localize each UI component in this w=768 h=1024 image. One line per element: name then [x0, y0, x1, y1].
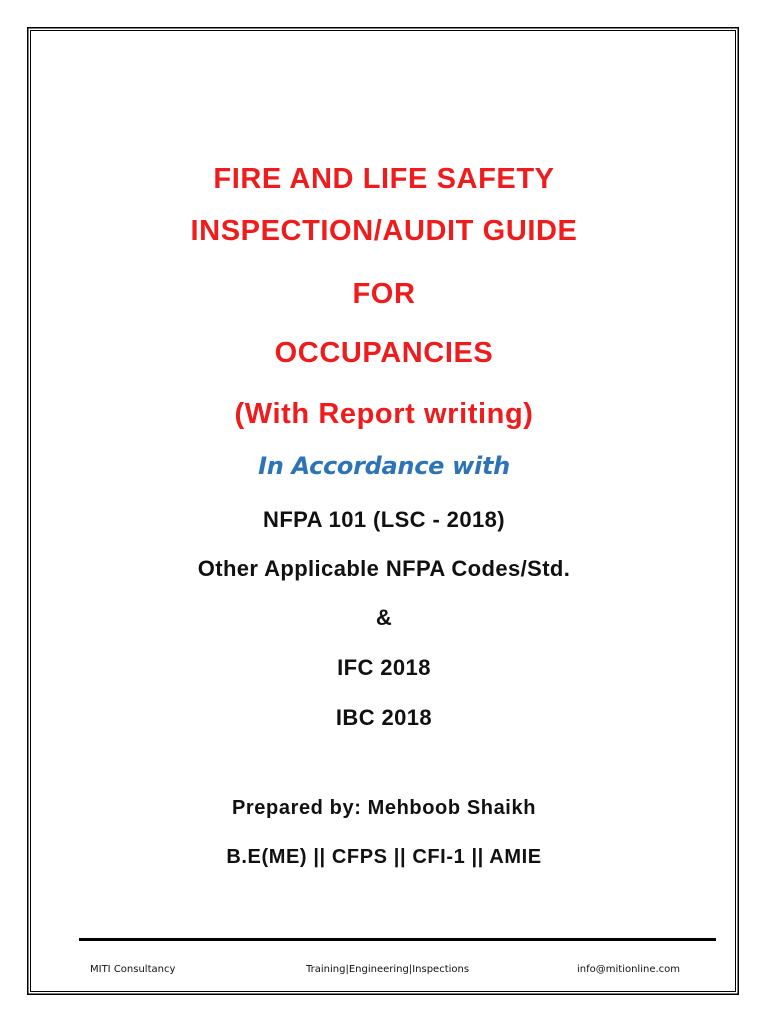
standard-ibc: IBC 2018	[335, 705, 433, 730]
title-line-5: (With Report writing)	[234, 398, 534, 430]
title-line-1: FIRE AND LIFE SAFETY	[213, 163, 555, 195]
standard-nfpa-101: NFPA 101 (LSC - 2018)	[263, 507, 505, 532]
title-line-2: INSPECTION/AUDIT GUIDE	[190, 215, 578, 247]
title-line-3: FOR	[352, 278, 416, 310]
footer-rule	[79, 938, 716, 941]
prepared-by: Prepared by: Mehboob Shaikh	[231, 797, 537, 819]
footer-email: info@mitionline.com	[577, 964, 681, 975]
footer-services: Training|Engineering|Inspections	[306, 964, 470, 975]
footer-company: MITI Consultancy	[90, 964, 176, 975]
author-credentials: B.E(ME) || CFPS || CFI-1 || AMIE	[226, 846, 542, 868]
accordance-text: In Accordance with	[258, 452, 510, 480]
title-line-4: OCCUPANCIES	[274, 337, 494, 369]
ampersand: &	[375, 605, 393, 630]
standard-ifc: IFC 2018	[337, 655, 431, 680]
standard-other-nfpa: Other Applicable NFPA Codes/Std.	[197, 556, 571, 581]
